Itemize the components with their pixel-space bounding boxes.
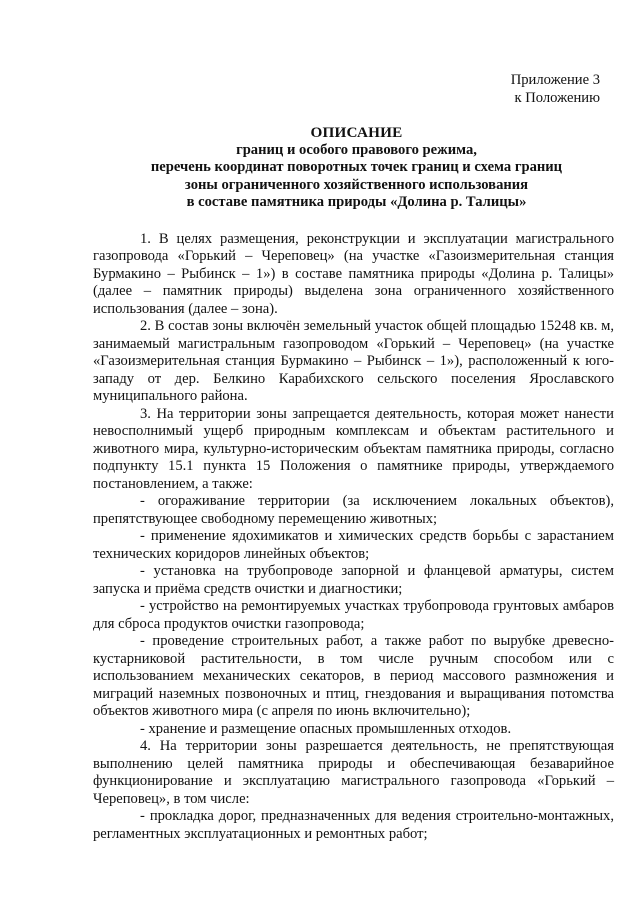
appendix-to-regulation: к Положению (514, 89, 600, 106)
list-item: - установка на трубопроводе запорной и фланцевой арматуры, систем запуска и приёма средств очистки и диагностики; (93, 563, 614, 597)
appendix-number: Приложение 3 (510, 72, 600, 88)
paragraph-4: 4. На территории зоны разрешается деятельность, не препятствующая выполнению целей памятника природы и обеспечивающая безаварийное функционирование и эксплуатацию магистрального газопровода «Горький – Череповец», в том числе: (93, 738, 614, 807)
list-item: - прокладка дорог, предназначенных для ведения строительно-монтажных, регламентных эксплуатационных и ремонтных работ; (93, 808, 614, 842)
paragraph-2: 2. В состав зоны включён земельный участок общей площадью 15248 кв. м, занимаемый магистральным газопроводом «Горький – Череповец» (на участке «Газоизмерительная станция Бурмакино – Рыбинск – 1»), расположенный к юго-западу от дер. Белкино Карабихского сельского поселения Ярославского муниципального района. (93, 318, 614, 404)
paragraph-1: 1. В целях размещения, реконструкции и эксплуатации магистрального газопровода «Горький – Череповец» (на участке «Газоизмерительная станция Бурмакино – Рыбинск – 1») в составе памятника природы «Долина р. Талицы» (далее – памятник природы) выделена зона ограниченного хозяйственного использования (далее – зона). (93, 230, 614, 317)
list-item: - проведение строительных работ, а также работ по вырубке древеснокустарниковой растительности, в том числе ручным способом или с использованием механических секаторов, в период массового размножения и миграций наземных позвоночных и птиц, гнездования и выращивания потомства объектов животного мира (с апреля по июнь включительно); (93, 633, 614, 719)
heading-line: границ и особого правового режима, (236, 141, 477, 158)
list-item: - устройство на ремонтируемых участках трубопровода грунтовых амбаров для сброса продуктов очистки газопровода; (93, 598, 614, 632)
list-item: - хранение и размещение опасных промышленных отходов. (140, 720, 512, 737)
list-item: - применение ядохимикатов и химических средств борьбы с зарастанием технических коридоров линейных объектов; (93, 528, 614, 562)
list-item: - огораживание территории (за исключением локальных объектов), препятствующее свободному перемещению животных; (93, 493, 614, 527)
heading-line: в составе памятника природы «Долина р. Талицы» (186, 194, 527, 210)
document-body (93, 231, 614, 844)
heading-line: перечень координат поворотных точек границ и схема границ (150, 159, 563, 175)
document-heading (93, 124, 614, 212)
document-title: ОПИСАНИЕ (310, 124, 403, 141)
heading-line: зоны ограниченного хозяйственного использования (184, 176, 529, 193)
paragraph-3: 3. На территории зоны запрещается деятельность, которая может нанести невосполнимый ущерб природным комплексам и объектам растительного и животного мира, культурно-историческим объектам памятника природы, согласно подпункту 15.1 пункта 15 Положения о памятнике природы, утверждаемого постановлением, а также: (93, 405, 614, 492)
appendix-reference (511, 72, 600, 107)
